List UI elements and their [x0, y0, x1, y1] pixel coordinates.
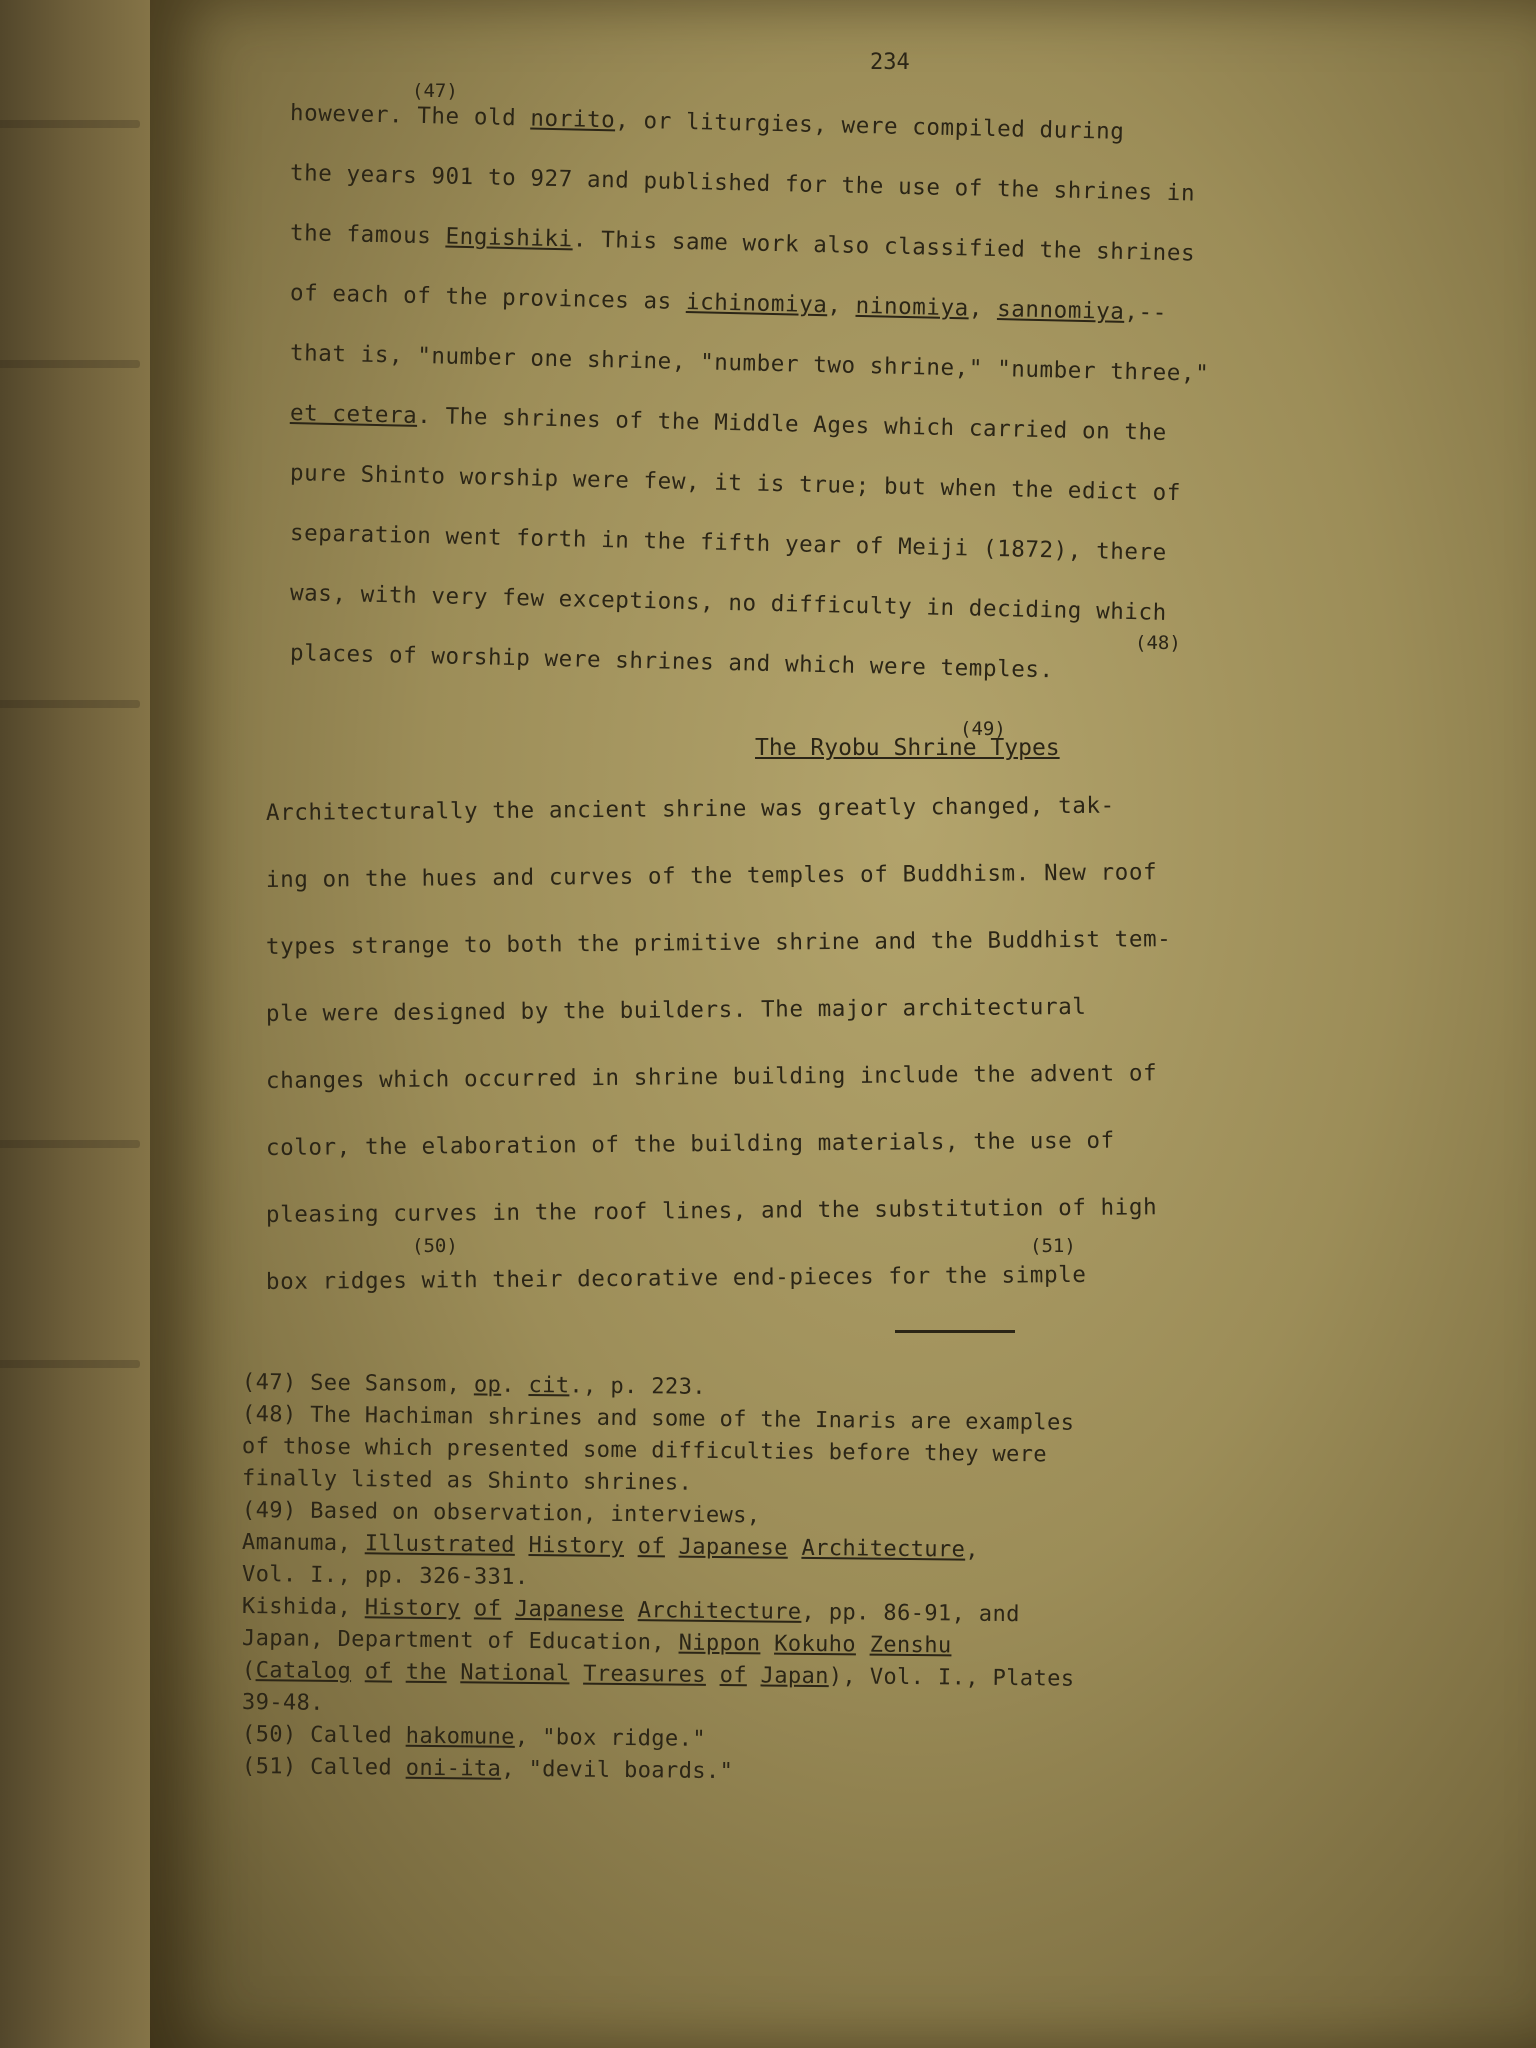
footnote-line — [242, 1402, 1075, 1436]
footnote-line — [242, 1370, 706, 1400]
underlined-text: hakomune — [405, 1723, 516, 1750]
footnote-line — [242, 1530, 979, 1563]
underlined-text: Japanese — [514, 1596, 625, 1624]
text-run: , or liturgies, were compiled during — [615, 107, 1125, 145]
body-line — [290, 400, 1167, 446]
body-line — [290, 160, 1196, 207]
underlined-text: Architecture — [801, 1535, 966, 1563]
text-run: , "devil boards." — [501, 1756, 734, 1785]
body-line — [266, 1060, 1157, 1094]
text-run — [624, 1598, 638, 1623]
underlined-text: Nippon — [678, 1630, 761, 1657]
text-run — [624, 1534, 638, 1559]
text-run — [706, 1663, 720, 1688]
footnote-marker-48: (48) — [1135, 632, 1181, 654]
bleed-through-mark — [0, 360, 140, 368]
text-run — [447, 1660, 461, 1685]
underlined-text: Engishiki — [445, 223, 574, 253]
underlined-text: of — [364, 1659, 393, 1685]
bleed-through-mark — [0, 120, 140, 128]
text-run: , pp. 86-91, and — [801, 1599, 1020, 1628]
body-line — [290, 640, 1054, 683]
underlined-text: of — [473, 1596, 502, 1622]
underlined-text: History — [364, 1595, 461, 1622]
text-run — [760, 1631, 774, 1656]
text-run: pleasing curves in the roof lines, and the substitution of high — [265, 1194, 1158, 1228]
body-line — [266, 926, 1172, 960]
underlined-text: Illustrated — [364, 1531, 516, 1558]
underlined-text: et cetera — [289, 400, 418, 429]
text-run: , "box ridge." — [514, 1724, 707, 1752]
text-run: color, the elaboration of the building materials, the use of — [265, 1127, 1115, 1161]
underlined-text: op — [473, 1372, 502, 1398]
text-run: Japan, Department of Education, — [241, 1626, 679, 1656]
underlined-text: sannomiya — [996, 296, 1125, 325]
text-run: (50) Called — [241, 1722, 406, 1749]
body-line — [290, 520, 1167, 566]
underlined-text: History — [528, 1533, 625, 1560]
underlined-text: cit — [528, 1373, 570, 1399]
text-run: (49) Based on observation, interviews, — [241, 1498, 761, 1529]
underlined-text: Architecture — [637, 1598, 802, 1625]
underlined-text: of — [719, 1663, 748, 1689]
body-line — [266, 1194, 1157, 1228]
text-run: box ridges with their decorative end-pieces for the simple — [265, 1261, 1087, 1295]
text-run: ing on the hues and curves of the temples of Buddhism. New roof — [265, 859, 1158, 893]
underlined-text: Zenshu — [869, 1632, 952, 1659]
underlined-text: Treasures — [583, 1661, 707, 1688]
footnote-marker-47: (47) — [412, 80, 458, 102]
text-run: ,-- — [1124, 298, 1168, 326]
underlined-text: Japan — [760, 1663, 829, 1690]
text-run: however. — [289, 100, 418, 129]
text-run: types strange to both the primitive shrine and the Buddhist tem- — [265, 926, 1172, 960]
text-run — [501, 1597, 515, 1622]
footnote-separator — [895, 1330, 1015, 1333]
footnote-line — [242, 1434, 1047, 1467]
footnote-marker-49: (49) — [960, 718, 1006, 740]
bleed-through-mark — [0, 700, 140, 708]
document-page — [150, 0, 1536, 2048]
text-run: , — [965, 1537, 980, 1563]
body-line — [266, 859, 1157, 893]
underlined-text: ichinomiya — [685, 288, 828, 319]
text-run: Kishida, — [241, 1594, 365, 1621]
text-run — [856, 1632, 870, 1657]
text-run: Architecturally the ancient shrine was greatly changed, tak- — [265, 792, 1115, 826]
footnote-line — [242, 1466, 693, 1496]
body-line — [266, 793, 1115, 826]
text-run: that is, "number one shrine, "number two shrine," "number three," — [289, 340, 1210, 387]
underlined-text: Kokuho — [774, 1631, 857, 1658]
footnote-line — [242, 1562, 529, 1590]
text-run: (48) The Hachiman shrines and some of the Inaris are examples — [241, 1402, 1075, 1436]
underlined-text: National — [460, 1660, 570, 1687]
underlined-text: Catalog — [255, 1658, 352, 1685]
underlined-text: Japanese — [678, 1534, 788, 1561]
underlined-text: the — [405, 1659, 447, 1686]
body-line — [290, 100, 1125, 145]
text-run: ), Vol. I., Plates — [828, 1664, 1075, 1692]
text-run — [515, 1533, 529, 1558]
text-run: was, with very few exceptions, no difficulty in deciding which — [289, 580, 1168, 626]
body-line — [266, 994, 1087, 1027]
text-run: of each of the provinces as — [289, 280, 687, 315]
text-run: Amanuma, — [241, 1530, 365, 1557]
section-heading: The Ryobu Shrine Types — [755, 735, 1060, 761]
text-run — [665, 1534, 679, 1559]
footnote-line — [242, 1498, 761, 1528]
text-run — [351, 1659, 365, 1684]
footnote-line — [242, 1722, 706, 1752]
text-run: the years 901 to 927 and published for the use of the shrines in — [289, 160, 1196, 207]
underlined-text: oni-ita — [405, 1755, 502, 1782]
body-line — [290, 220, 1196, 267]
underlined-text: norito — [530, 105, 616, 134]
text-run: (51) Called — [241, 1754, 406, 1781]
text-run: finally listed as Shinto shrines. — [241, 1466, 693, 1496]
text-run — [392, 1660, 406, 1685]
text-run: , — [968, 295, 998, 323]
text-run: . The shrines of the Middle Ages which carried on the — [417, 402, 1168, 446]
bleed-through-mark — [0, 1360, 140, 1368]
body-line — [266, 1262, 1087, 1295]
body-line — [290, 340, 1210, 387]
text-run: . This same work also classified the shrines — [572, 226, 1196, 267]
footnote-line — [242, 1626, 952, 1658]
text-run: of those which presented some difficulties before they were — [241, 1434, 1048, 1468]
text-run: ., p. 223. — [569, 1373, 707, 1400]
body-line — [266, 1128, 1115, 1161]
footnote-line — [242, 1594, 1020, 1627]
text-run: Vol. I., pp. 326-331. — [241, 1562, 529, 1591]
text-run — [460, 1596, 474, 1621]
body-line — [290, 460, 1182, 506]
text-run: places of worship were shrines and which were temples. — [289, 640, 1055, 684]
footnote-marker-50: (50) — [412, 1235, 458, 1257]
underlined-text: of — [637, 1534, 666, 1560]
footnote-line — [242, 1658, 1075, 1692]
text-run: , — [827, 292, 857, 319]
text-run — [747, 1663, 761, 1688]
underlined-text: ninomiya — [855, 292, 970, 322]
text-run — [788, 1536, 802, 1561]
footnote-marker-51: (51) — [1030, 1235, 1076, 1257]
text-run: . — [501, 1372, 529, 1399]
text-run: changes which occurred in shrine building include the advent of — [265, 1060, 1158, 1094]
page-number: 234 — [870, 50, 910, 75]
footnote-line — [242, 1690, 324, 1716]
text-run: ( — [241, 1658, 256, 1684]
text-run — [569, 1661, 583, 1686]
body-line — [290, 580, 1167, 626]
footnote-line — [242, 1754, 733, 1784]
text-run: ple were designed by the builders. The major architectural — [265, 993, 1087, 1027]
text-run: separation went forth in the fifth year of Meiji (1872), there — [289, 520, 1168, 566]
bleed-through-mark — [0, 1140, 140, 1148]
text-run: 39-48. — [241, 1690, 325, 1716]
body-line — [290, 280, 1167, 326]
text-run: the famous — [289, 220, 446, 250]
text-run: The old — [417, 102, 531, 132]
text-run: pure Shinto worship were few, it is true; but when the edict of — [289, 460, 1182, 507]
text-run: (47) See Sansom, — [241, 1370, 475, 1398]
